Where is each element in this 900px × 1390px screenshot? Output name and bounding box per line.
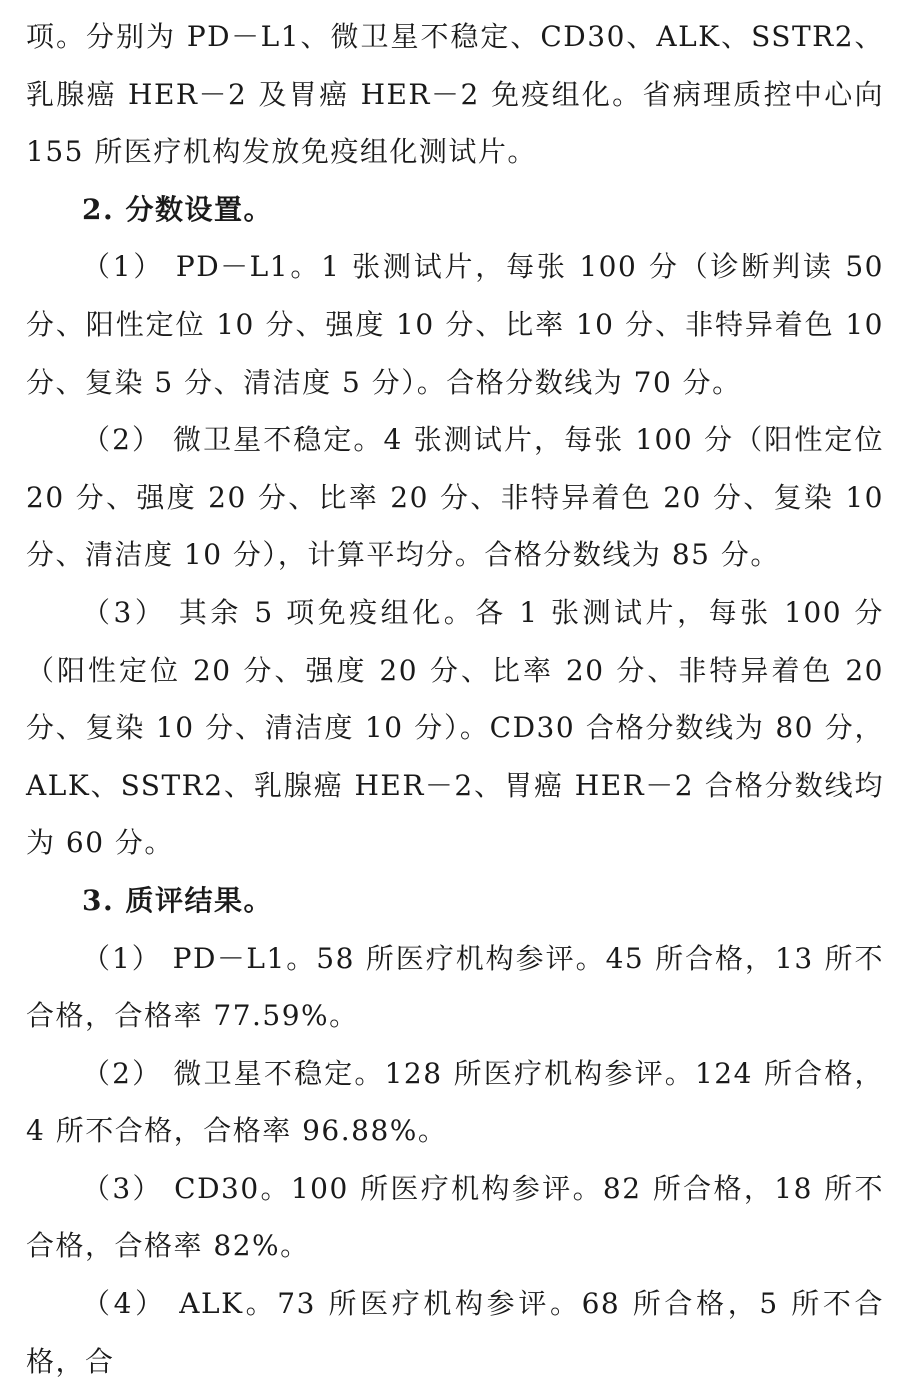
section-heading-score-setting: 2. 分数设置。 <box>82 192 273 226</box>
paragraph-intro-continuation: 项。分别为 PD－L1、微卫星不稳定、CD30、ALK、SSTR2、乳腺癌 HER－2 及胃癌 HER－2 免疫组化。省病理质控中心向 155 所医疗机构发放免疫组化测试片。 <box>26 20 884 169</box>
paragraph-msi-scoring: （2） 微卫星不稳定。4 张测试片，每张 100 分（阳性定位 20 分、强度 20 分、比率 20 分、非特异着色 20 分、复染 10 分、清洁度 10 分），计算平均分。合格分数线为 85 分。 <box>26 423 884 572</box>
paragraph-cd30-result: （3） CD30。100 所医疗机构参评。82 所合格，18 所不合格，合格率 82%。 <box>26 1171 884 1263</box>
paragraph-pd-l1-scoring: （1） PD－L1。1 张测试片，每张 100 分（诊断判读 50 分、阳性定位 10 分、强度 10 分、比率 10 分、非特异着色 10 分、复染 5 分、清洁度 5 分）。合格分数线为 70 分。 <box>26 250 884 399</box>
paragraph-pd-l1-result: （1） PD－L1。58 所医疗机构参评。45 所合格，13 所不合格，合格率 77.59%。 <box>26 941 884 1033</box>
paragraph-other-ihc-scoring: （3） 其余 5 项免疫组化。各 1 张测试片，每张 100 分（阳性定位 20 分、强度 20 分、比率 20 分、非特异着色 20 分、复染 10 分、清洁度 10 分）。CD30 合格分数线为 80 分，ALK、SSTR2、乳腺癌 HER－2、胃癌 HER－2 合格分数线均为 60 分。 <box>26 595 884 860</box>
section-heading-results: 3. 质评结果。 <box>82 883 273 917</box>
paragraph-msi-result: （2） 微卫星不稳定。128 所医疗机构参评。124 所合格，4 所不合格，合格率 96.88%。 <box>26 1056 884 1148</box>
document-page <box>26 8 884 1390</box>
paragraph-alk-result: （4） ALK。73 所医疗机构参评。68 所合格，5 所不合格，合 <box>26 1287 884 1378</box>
